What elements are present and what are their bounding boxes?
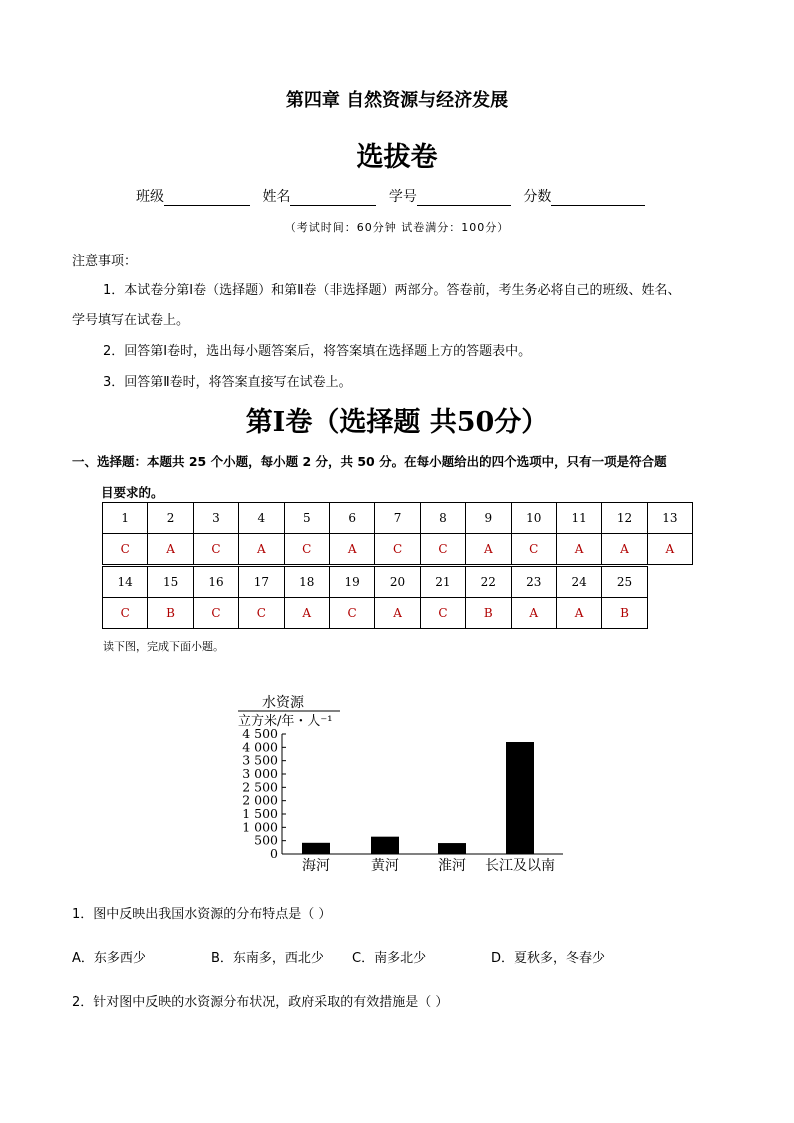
answer-cell: A xyxy=(466,534,511,565)
y-tick-label: 0 xyxy=(270,846,278,861)
option-d: D．夏秋多，冬春少 xyxy=(491,951,606,966)
question-number-cell: 18 xyxy=(284,567,329,598)
name-blank[interactable] xyxy=(290,191,376,206)
table-row xyxy=(103,503,693,534)
bar xyxy=(371,837,399,854)
notes-heading: 注意事项： xyxy=(72,254,138,269)
table-row xyxy=(103,598,648,629)
y-tick-label: 3 500 xyxy=(242,752,278,768)
student-id-blank[interactable] xyxy=(417,191,511,206)
y-tick-label: 3 000 xyxy=(242,766,278,781)
question-number-cell: 1 xyxy=(103,503,148,534)
score-label: 分数 xyxy=(523,189,552,205)
question-number-cell: 25 xyxy=(602,567,647,598)
student-id-label: 学号 xyxy=(388,189,417,205)
read-prompt: 读下图，完成下面小题。 xyxy=(103,640,224,653)
answer-cell: C xyxy=(239,598,284,629)
note-item: 2．回答第Ⅰ卷时，选出每小题答案后，将答案填在选择题上方的答题表中。 xyxy=(103,344,532,359)
chart-title: 水资源 xyxy=(262,695,304,711)
answer-cell: C xyxy=(375,534,420,565)
instruction-line: 目要求的。 xyxy=(101,485,164,500)
bar xyxy=(506,742,534,854)
exam-meta: （考试时间：60分钟 试卷满分：100分） xyxy=(284,221,510,234)
answer-cell: B xyxy=(466,598,511,629)
question-number-cell: 6 xyxy=(329,503,374,534)
question-number-cell: 3 xyxy=(193,503,238,534)
answer-cell: B xyxy=(602,598,647,629)
table-row xyxy=(103,534,693,565)
section-instruction xyxy=(72,446,732,508)
x-tick-label: 长江及以南 xyxy=(485,858,555,874)
question-number-cell: 14 xyxy=(103,567,148,598)
bar xyxy=(302,843,330,854)
name-label: 姓名 xyxy=(262,189,291,205)
answer-cell: A xyxy=(284,598,329,629)
answer-cell: C xyxy=(420,598,465,629)
answer-cell: A xyxy=(239,534,284,565)
answer-cell: A xyxy=(647,534,692,565)
paper-title: 选拔卷 xyxy=(356,142,438,173)
answer-cell: A xyxy=(556,598,601,629)
answer-cell: B xyxy=(148,598,193,629)
answer-cell: A xyxy=(556,534,601,565)
question-stem: 2．针对图中反映的水资源分布状况，政府采取的有效措施是（ ） xyxy=(72,995,449,1010)
answer-cell: C xyxy=(511,534,556,565)
answer-table xyxy=(102,566,648,629)
class-blank[interactable] xyxy=(164,191,250,206)
y-tick-label: 1 500 xyxy=(242,806,278,821)
question-number-cell: 15 xyxy=(148,567,193,598)
note-item: 3．回答第Ⅱ卷时，将答案直接写在试卷上。 xyxy=(103,375,352,390)
answer-cell: C xyxy=(193,598,238,629)
question-number-cell: 20 xyxy=(375,567,420,598)
student-info-row xyxy=(136,186,653,206)
x-tick-label: 海河 xyxy=(302,858,330,874)
question-number-cell: 10 xyxy=(511,503,556,534)
y-tick-label: 4 500 xyxy=(242,726,278,741)
answer-cell: A xyxy=(602,534,647,565)
chapter-title: 第四章 自然资源与经济发展 xyxy=(285,90,509,111)
answer-cell: A xyxy=(329,534,374,565)
y-tick-label: 2 000 xyxy=(242,792,278,808)
y-tick-label: 2 500 xyxy=(242,779,278,795)
question-number-cell: 17 xyxy=(239,567,284,598)
y-tick-label: 500 xyxy=(254,832,278,848)
question-number-cell: 2 xyxy=(148,503,193,534)
note-item: 学号填写在试卷上。 xyxy=(72,313,190,328)
question-number-cell: 9 xyxy=(466,503,511,534)
answer-cell: A xyxy=(375,598,420,629)
question-number-cell: 5 xyxy=(284,503,329,534)
question-number-cell: 21 xyxy=(420,567,465,598)
x-tick-label: 黄河 xyxy=(371,858,399,874)
option-c: C．南多北少 xyxy=(352,951,427,966)
question-number-cell: 22 xyxy=(466,567,511,598)
answer-cell: C xyxy=(103,534,148,565)
answer-cell: C xyxy=(420,534,465,565)
instruction-line: 一、选择题：本题共 25 个小题，每小题 2 分，共 50 分。在每小题给出的四个选项中，只有一项是符合题 xyxy=(72,454,667,469)
question-number-cell: 19 xyxy=(329,567,374,598)
question-number-cell: 8 xyxy=(420,503,465,534)
y-tick-label: 1 000 xyxy=(242,819,278,835)
question-stem: 1．图中反映出我国水资源的分布特点是（ ） xyxy=(72,907,332,922)
question-number-cell: 7 xyxy=(375,503,420,534)
answer-table xyxy=(102,502,693,565)
y-axis-label: 立方米/年・人⁻¹ xyxy=(238,714,333,729)
note-item: 1．本试卷分第Ⅰ卷（选择题）和第Ⅱ卷（非选择题）两部分。答卷前，考生务必将自己的班级、姓名、 xyxy=(103,283,681,298)
section-title: 第Ⅰ卷（选择题 共50分） xyxy=(245,407,549,438)
class-label: 班级 xyxy=(136,189,164,205)
answer-cell: C xyxy=(284,534,329,565)
answer-cell: C xyxy=(193,534,238,565)
score-blank[interactable] xyxy=(551,191,645,206)
answer-cell: A xyxy=(511,598,556,629)
y-tick-label: 4 000 xyxy=(242,739,278,755)
x-tick-label: 淮河 xyxy=(438,858,466,874)
water-resource-chart xyxy=(228,688,573,878)
answer-cell: A xyxy=(148,534,193,565)
answer-cell: C xyxy=(103,598,148,629)
answer-cell: C xyxy=(329,598,374,629)
table-row xyxy=(103,567,648,598)
question-number-cell: 23 xyxy=(511,567,556,598)
question-number-cell: 4 xyxy=(239,503,284,534)
question-number-cell: 13 xyxy=(647,503,692,534)
question-number-cell: 12 xyxy=(602,503,647,534)
option-a: A．东多西少 xyxy=(72,951,146,966)
question-number-cell: 24 xyxy=(556,567,601,598)
option-b: B．东南多，西北少 xyxy=(211,951,324,966)
question-number-cell: 16 xyxy=(193,567,238,598)
bar xyxy=(438,843,466,854)
question-number-cell: 11 xyxy=(556,503,601,534)
